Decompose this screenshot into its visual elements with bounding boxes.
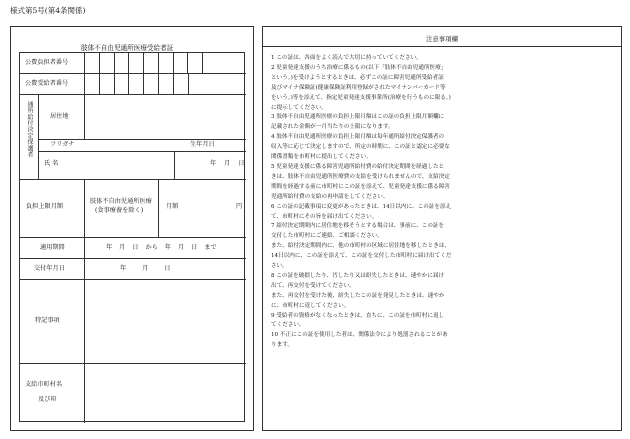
- recipient-number-label: 公費受給者番号: [25, 80, 69, 87]
- recipient-number-cells[interactable]: [84, 73, 188, 94]
- note-line: をいう。)等を添えて、指定児童発達支援事業所(治療を行うものに限る。): [271, 94, 451, 101]
- note-line: 児通所給付費の支給の再申請をしてください。: [271, 193, 389, 200]
- furigana-label: フリガナ: [50, 141, 75, 148]
- note-line: に、市町村に返してください。: [271, 302, 350, 309]
- note-line: 9 受給者の資格がなくなったときは、直ちに、この証を市町村に返し: [271, 312, 445, 319]
- monthly-label: 月額: [166, 203, 179, 210]
- limit-label: 負担上限月額: [26, 203, 64, 210]
- birthdate-label: 生年月日: [190, 141, 215, 148]
- issue-date-label: 交付年月日: [34, 265, 65, 272]
- note-line: 出て、再交付を受けてください。: [271, 282, 355, 289]
- special-notes-label: 特記事項: [35, 317, 60, 324]
- note-line: 2 児童発達支援のうち治療に係るもの(以下「肢体不自由児通所医療」: [271, 64, 447, 71]
- note-line: 関係書類を市町村に提出してください。: [271, 154, 372, 161]
- issue-date-value[interactable]: 年 月 日: [120, 265, 171, 272]
- note-line: また、給付決定期間内に、他の市町村の区域に居住地を移したときは、: [271, 243, 451, 250]
- note-line: 及びマイナ保険証(健康保険証利用登録がされたマイナンバーカード等: [271, 84, 446, 91]
- note-line: という。)を受けようとするときは、必ずこの証に障害児通所受給者証: [271, 74, 444, 81]
- note-line: また、再交付を受けた後、紛失したこの証を発見したときは、速やか: [271, 292, 445, 299]
- address-label: 居住地: [50, 113, 69, 120]
- notes-list: [271, 54, 615, 351]
- birthdate-value[interactable]: 年 月 日: [210, 160, 245, 167]
- period-label: 適用期間: [40, 244, 65, 251]
- note-line: ります。: [271, 342, 293, 349]
- notes-title: 注意事項欄: [426, 35, 458, 43]
- payer-number-label: 公費負担者番号: [25, 59, 69, 66]
- name-label: 氏 名: [44, 160, 59, 167]
- note-line: さい。: [271, 263, 288, 270]
- limit-desc-2: (食事療養を除く): [95, 207, 144, 214]
- note-line: 4 肢体不自由児通所医療の負担上限月額は毎年通所給付決定保護者の: [271, 134, 445, 141]
- guardian-vertical-label: 通所給付決定保護者: [26, 101, 33, 158]
- certificate-title: 肢体不自由児通所医療受給者証: [81, 44, 174, 52]
- note-line: 交付した市町村にご連絡、ご相談ください。: [271, 233, 383, 240]
- note-line: 7 給付決定期間内に居住地を移そうとする場合は、事前に、この証を: [271, 223, 445, 230]
- municipality-label: 支給市町村名: [25, 381, 63, 388]
- certificate-panel: [10, 26, 254, 431]
- note-line: 10 不正にこの証を使用した者は、関係法令により処罰されることがあ: [271, 332, 448, 339]
- certificate-table: [19, 52, 245, 422]
- note-line: てください。: [271, 322, 305, 329]
- note-line: 収入等に応じて決定しますので、所定の時期に、この証と認定に必要な: [271, 144, 450, 151]
- yen-label: 円: [236, 203, 243, 210]
- note-line: 14日以内に、この証を添えて、この証を交付した市町村に届け出てくだ: [271, 253, 452, 260]
- note-line: に提示してください。: [271, 104, 327, 111]
- payer-number-cells[interactable]: [84, 53, 202, 73]
- note-line: 6 この証の記載事項に変更があったときは、14日以内に、この証を添え: [271, 203, 452, 210]
- limit-desc-1: 肢体不自由児通所医療: [90, 198, 152, 205]
- note-line: て、市町村にその旨を届け出てください。: [271, 213, 378, 220]
- municipality-seal-label: 及び印: [38, 396, 57, 403]
- note-line: きは、肢体不自由児通所医療費の支給を受けられませんので、支給決定: [271, 173, 450, 180]
- note-line: 期間を経過する前に市町村にこの証を添えて、児童発達支援に係る障害: [271, 183, 450, 190]
- note-line: 5 児童発達支援に係る障害児通所給付費の給付決定期間を経過したと: [271, 163, 445, 170]
- note-line: 1 この証は、各面をよく読んで大切に持っていてください。: [271, 55, 422, 61]
- note-line: 記載された金額が一月当たりの上限になります。: [271, 124, 394, 131]
- form-caption: 様式第5号(第4条関係): [10, 6, 86, 15]
- note-line: 8 この証を破損したり、汚したり又は紛失したときは、速やかに届け: [271, 272, 445, 279]
- period-value[interactable]: 年 月 日 から 年 月 日 まで: [106, 244, 217, 251]
- notes-panel: [262, 26, 622, 431]
- note-line: 3 肢体不自由児通所医療の負担上限月額はこの証の負担上限月額欄に: [271, 114, 445, 121]
